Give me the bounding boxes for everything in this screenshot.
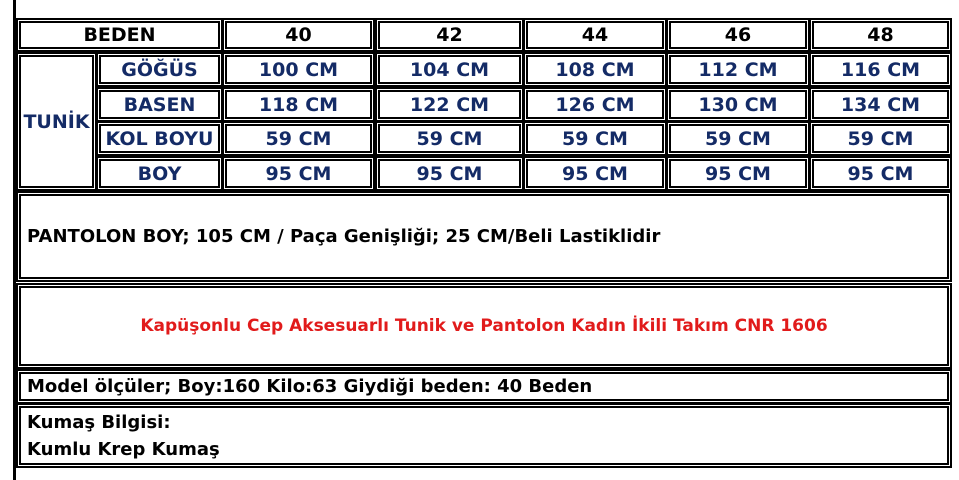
value-basen-46: 130 CM xyxy=(669,90,807,119)
row-label-boy: BOY xyxy=(99,159,220,188)
header-size-42: 42 xyxy=(378,21,521,49)
value-gogus-46: 112 CM xyxy=(669,55,807,84)
value-gogus-48: 116 CM xyxy=(812,55,949,84)
value-kol-boyu-42: 59 CM xyxy=(378,124,521,153)
header-beden: BEDEN xyxy=(19,21,220,49)
fabric-value: Kumlu Krep Kumaş xyxy=(27,438,220,460)
value-basen-40: 118 CM xyxy=(225,90,372,119)
value-basen-44: 126 CM xyxy=(526,90,664,119)
value-boy-46: 95 CM xyxy=(669,159,807,188)
header-size-48: 48 xyxy=(812,21,949,49)
value-kol-boyu-40: 59 CM xyxy=(225,124,372,153)
product-title: Kapüşonlu Cep Aksesuarlı Tunik ve Pantolon Kadın İkili Takım CNR 1606 xyxy=(19,286,949,366)
value-kol-boyu-44: 59 CM xyxy=(526,124,664,153)
group-label-tunik: TUNİK xyxy=(19,55,94,188)
model-info: Model ölçüler; Boy:160 Kilo:63 Giydiği beden: 40 Beden xyxy=(19,372,949,401)
value-boy-42: 95 CM xyxy=(378,159,521,188)
value-kol-boyu-48: 59 CM xyxy=(812,124,949,153)
row-label-kol-boyu: KOL BOYU xyxy=(99,124,220,153)
value-gogus-44: 108 CM xyxy=(526,55,664,84)
value-boy-44: 95 CM xyxy=(526,159,664,188)
value-boy-48: 95 CM xyxy=(812,159,949,188)
value-basen-42: 122 CM xyxy=(378,90,521,119)
fabric-info xyxy=(19,406,949,465)
value-gogus-40: 100 CM xyxy=(225,55,372,84)
value-boy-40: 95 CM xyxy=(225,159,372,188)
header-size-44: 44 xyxy=(526,21,664,49)
header-size-40: 40 xyxy=(225,21,372,49)
value-gogus-42: 104 CM xyxy=(378,55,521,84)
outer-left-edge xyxy=(13,0,16,480)
header-size-46: 46 xyxy=(669,21,807,49)
value-basen-48: 134 CM xyxy=(812,90,949,119)
row-label-gogus: GÖĞÜS xyxy=(99,55,220,84)
row-label-basen: BASEN xyxy=(99,90,220,119)
pants-note: PANTOLON BOY; 105 CM / Paça Genişliği; 25 CM/Beli Lastiklidir xyxy=(19,194,949,279)
fabric-title: Kumaş Bilgisi: xyxy=(27,411,171,433)
value-kol-boyu-46: 59 CM xyxy=(669,124,807,153)
